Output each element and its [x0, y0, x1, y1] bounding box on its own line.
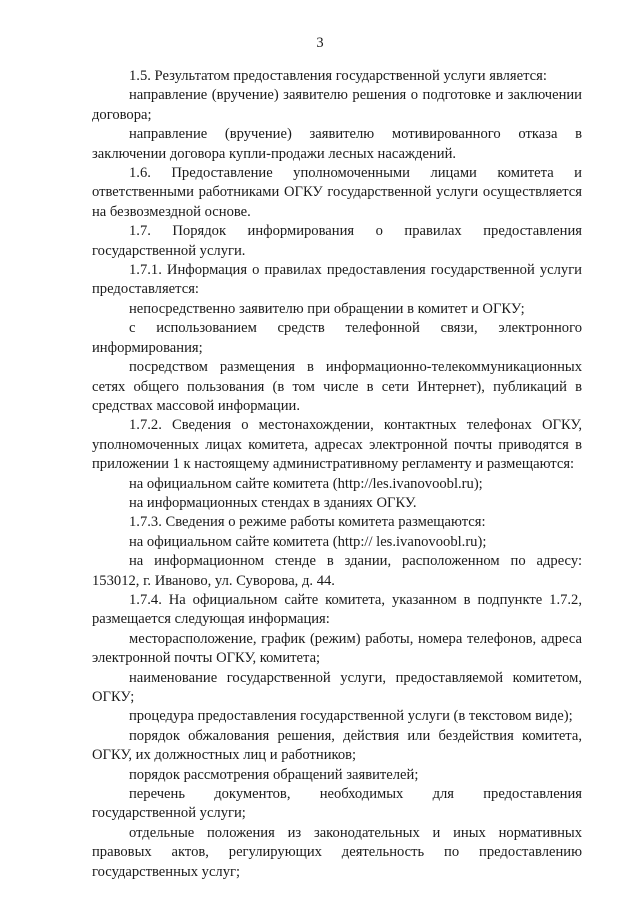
list-item-appeal-order: порядок обжалования решения, действия или бездействия комитета, ОГКУ, их должностных лиц и работников; — [92, 727, 582, 764]
list-item-documents: перечень документов, необходимых для предоставления государственной услуги; — [92, 786, 582, 822]
paragraph-official-site-2: на официальном сайте комитета (http:// les.ivanovoobl.ru); — [129, 533, 487, 550]
paragraph-info-stands: на информационных стендах в зданиях ОГКУ. — [129, 494, 417, 511]
paragraph-refusal-direction: направление (вручение) заявителю мотивированного отказа в заключении договора купли-продажи лесных насаждений. — [92, 126, 582, 162]
paragraph-1-5: 1.5. Результатом предоставления государственной услуги является: — [129, 68, 547, 84]
paragraph-1-7-4: 1.7.4. На официальном сайте комитета, указанном в подпункте 1.7.2, размещается следующая информация: — [92, 591, 582, 628]
document-body — [92, 67, 582, 882]
paragraph-1-7-1: 1.7.1. Информация о правилах предоставления государственной услуги предоставляется: — [92, 262, 582, 298]
list-item-legal-acts: отдельные положения из законодательных и иных нормативных правовых актов, регулирующих деятельность по предоставлению государственных услуг; — [92, 824, 582, 880]
list-item-requests-order: порядок рассмотрения обращений заявителей; — [129, 766, 419, 783]
paragraph-1-7-3: 1.7.3. Сведения о режиме работы комитета размещаются: — [129, 514, 486, 531]
paragraph-direct-request: непосредственно заявителю при обращении в комитет и ОГКУ; — [129, 300, 525, 317]
paragraph-1-6: 1.6. Предоставление уполномоченными лицами комитета и ответственными работниками ОГКУ государственной услуги осуществляется на безвозмездной основе. — [92, 165, 582, 220]
list-item-location-schedule: месторасположение, график (режим) работы, номера телефонов, адреса электронной почты ОГКУ, комитета; — [92, 630, 582, 667]
list-item-service-name: наименование государственной услуги, предоставляемой комитетом, ОГКУ; — [92, 669, 582, 705]
paragraph-info-stand-address: на информационном стенде в здании, расположенном по адресу: 153012, г. Иваново, ул. Суворова, д. 44. — [92, 553, 582, 589]
paragraph-networks-media: посредством размещения в информационно-телекоммуникационных сетях общего пользования (в том числе в сети Интернет), публикаций в средствах массовой информации. — [92, 359, 582, 414]
page-number: 3 — [316, 35, 324, 51]
list-item-procedure: процедура предоставления государственной услуги (в текстовом виде); — [129, 708, 573, 725]
paragraph-1-7-2: 1.7.2. Сведения о местонахождении, контактных телефонах ОГКУ, уполномоченных лицах комитета, адресах электронной почты приводятся в приложении 1 к настоящему административному регламенту и размещаются: — [92, 417, 582, 473]
paragraph-phone-electronic: с использованием средств телефонной связи, электронного информирования; — [92, 320, 582, 356]
paragraph-decision-direction: направление (вручение) заявителю решения о подготовке и заключении договора; — [92, 87, 582, 123]
paragraph-official-site: на официальном сайте комитета (http://les.ivanovoobl.ru); — [129, 475, 483, 492]
paragraph-1-7: 1.7. Порядок информирования о правилах предоставления государственной услуги. — [92, 223, 582, 259]
